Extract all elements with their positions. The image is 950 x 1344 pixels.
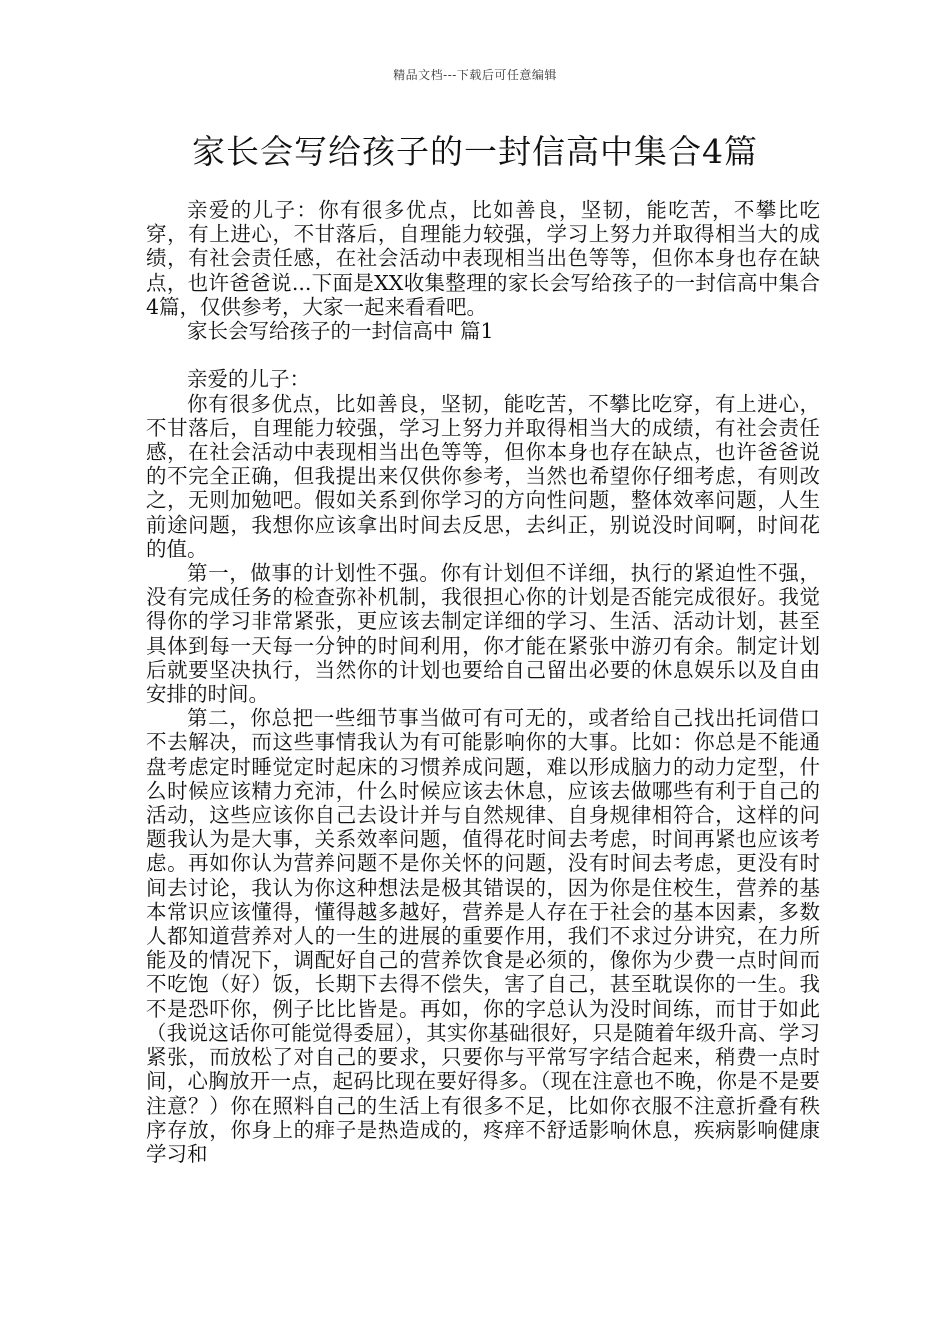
page-header: 精品文档---下载后可任意编辑: [393, 68, 557, 82]
intro-paragraph: 亲爱的儿子：你有很多优点，比如善良，坚韧，能吃苦，不攀比吃穿，有上进心，不甘落后，自理能力较强，学习上努力并取得相当大的成绩，有社会责任感，在社会活动中表现相当出色等等，但你本身也存在缺点，也许爸爸说...下面是XX收集整理的家长会写给孩子的一封信高中集合4篇，仅供参考，大家一起来看看吧。: [146, 198, 820, 319]
document-title: 家长会写给孩子的一封信高中集合4篇: [192, 132, 758, 171]
section-heading: 家长会写给孩子的一封信高中 篇1: [187, 319, 494, 344]
body-paragraph: 第二，你总把一些细节事当做可有可无的，或者给自己找出托词借口不去解决，而这些事情我认为有可能影响你的大事。比如：你总是不能通盘考虑定时睡觉定时起床的习惯养成问题，难以形成脑力的动力定型，什么时候应该精力充沛，什么时候应该去休息，应该去做哪些有利于自己的活动，这些应该你自己去设计并与自然规律、自身规律相符合，这样的问题我认为是大事，关系效率问题，值得花时间去考虑，时间再紧也应该考虑。再如你认为营养问题不是你关怀的问题，没有时间去考虑，更没有时间去讨论，我认为你这种想法是极其错误的，因为你是住校生，营养的基本常识应该懂得，懂得越多越好，营养是人存在于社会的基本因素，多数人都知道营养对人的一生的进展的重要作用，我们不求过分讲究，在力所能及的情况下，调配好自己的营养饮食是必须的，像你为少费一点时间而不吃饱（好）饭，长期下去得不偿失，害了自己，甚至耽误你的一生。我不是恐吓你，例子比比皆是。再如，你的字总认为没时间练，而甘于如此（我说这话你可能觉得委屈），其实你基础很好，只是随着年级升高、学习紧张，而放松了对自己的要求，只要你与平常写字结合起来，稍费一点时间，心胸放开一点，起码比现在要好得多。（现在注意也不晚，你是不是要注意？）你在照料自己的生活上有很多不足，比如你衣服不注意折叠有秩序存放，你身上的痱子是热造成的，疼痒不舒适影响休息，疾病影响健康学习和: [146, 706, 820, 1166]
body-paragraph: 第一，做事的计划性不强。你有计划但不详细，执行的紧迫性不强，没有完成任务的检查弥补机制，我很担心你的计划是否能完成很好。我觉得你的学习非常紧张，更应该去制定详细的学习、生活、活动计划，甚至具体到每一天每一分钟的时间利用，你才能在紧张中游刃有余。制定计划后就要坚决执行，当然你的计划也要给自己留出必要的休息娱乐以及自由安排的时间。: [146, 561, 820, 707]
blank-line: [146, 343, 820, 367]
body-paragraph: 你有很多优点，比如善良，坚韧，能吃苦，不攀比吃穿，有上进心，不甘落后，自理能力较强，学习上努力并取得相当大的成绩，有社会责任感，在社会活动中表现相当出色等等，但你本身也存在缺点，也许爸爸说的不完全正确，但我提出来仅供你参考，当然也希望你仔细考虑，有则改之，无则加勉吧。假如关系到你学习的方向性问题，整体效率问题，人生前途问题，我想你应该拿出时间去反思，去纠正，别说没时间啊，时间花的值。: [146, 391, 820, 561]
document-body: [146, 198, 820, 1166]
salutation: 亲爱的儿子：: [187, 367, 310, 392]
